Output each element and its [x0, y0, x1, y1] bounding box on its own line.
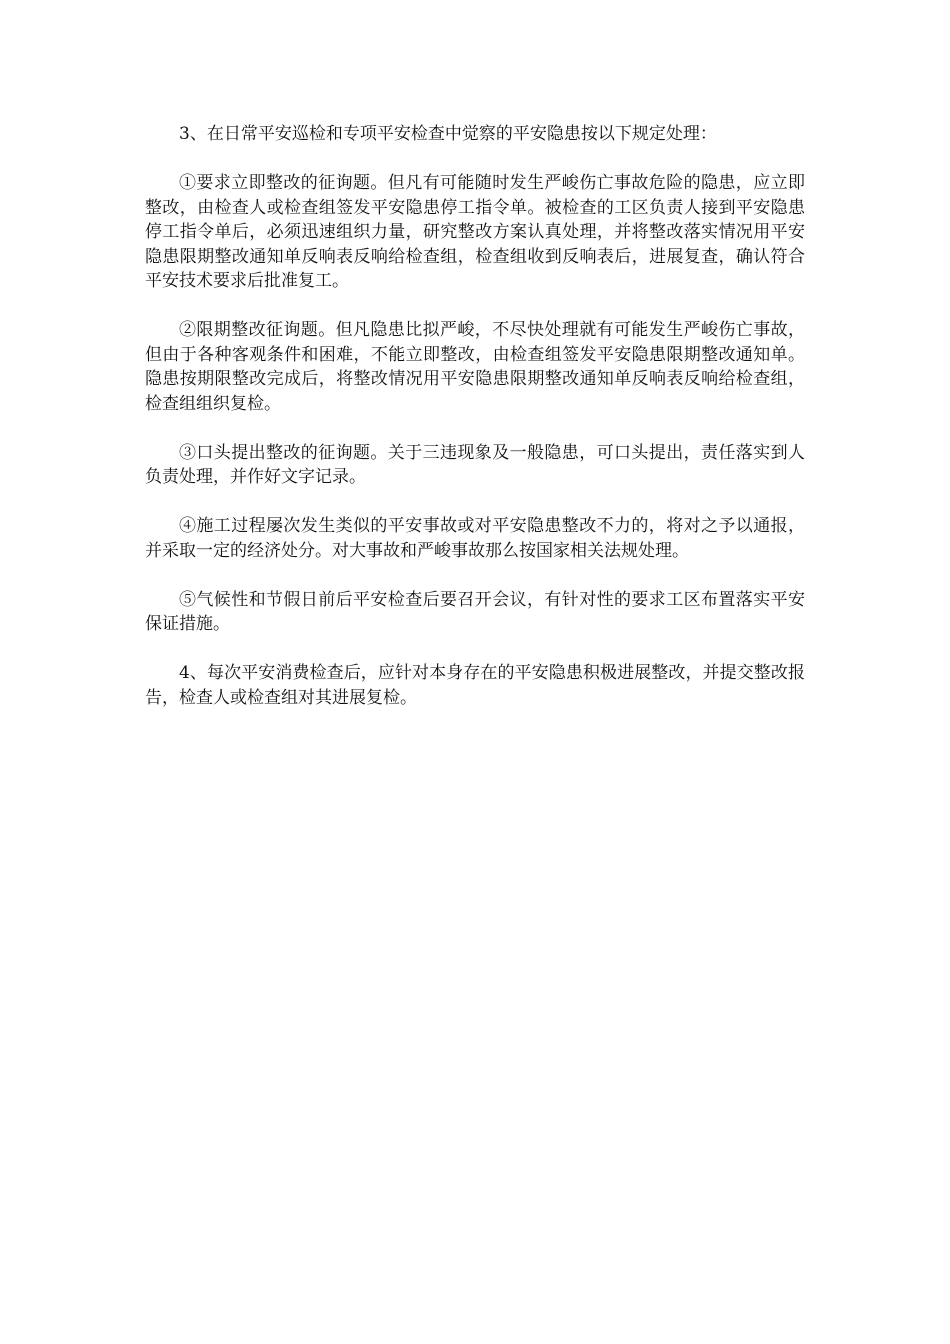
- paragraph-item-3-heading: 3、在日常平安巡检和专项平安检查中觉察的平安隐患按以下规定处理：: [179, 124, 717, 144]
- paragraph-item-4-follow-up: 4、每次平安消费检查后，应针对本身存在的平安隐患积极进展整改，并提交整改报告，检查人或检查组对其进展复检。: [145, 663, 805, 708]
- paragraph-immediate-rectification: ①要求立即整改的征询题。但凡有可能随时发生严峻伤亡事故危险的隐患，应立即整改，由检查人或检查组签发平安隐患停工指令单。被检查的工区负责人接到平安隐患停工指令单后，必须迅速组织力量，研究整改方案认真处理，并将整改落实情况用平安隐患限期整改通知单反响表反响给检查组，检查组收到反响表后，进展复查，确认符合平安技术要求后批准复工。: [145, 173, 805, 291]
- document-body: [145, 122, 805, 735]
- paragraph-verbal-rectification: ③口头提出整改的征询题。关于三违现象及一般隐患，可口头提出，责任落实到人负责处理，并作好文字记录。: [145, 442, 805, 487]
- paragraph-repeated-accidents: ④施工过程屡次发生类似的平安事故或对平安隐患整改不力的，将对之予以通报，并采取一定的经济处分。对大事故和严峻事故那么按国家相关法规处理。: [145, 516, 805, 561]
- paragraph-seasonal-holiday-checks: ⑤气候性和节假日前后平安检查后要召开会议，有针对性的要求工区布置落实平安保证措施。: [145, 589, 805, 634]
- paragraph-deadline-rectification: ②限期整改征询题。但凡隐患比拟严峻，不尽快处理就有可能发生严峻伤亡事故，但由于各种客观条件和困难，不能立即整改，由检查组签发平安隐患限期整改通知单。隐患按期限整改完成后，将整改情况用平安隐患限期整改通知单反响表反响给检查组，检查组组织复检。: [145, 320, 805, 414]
